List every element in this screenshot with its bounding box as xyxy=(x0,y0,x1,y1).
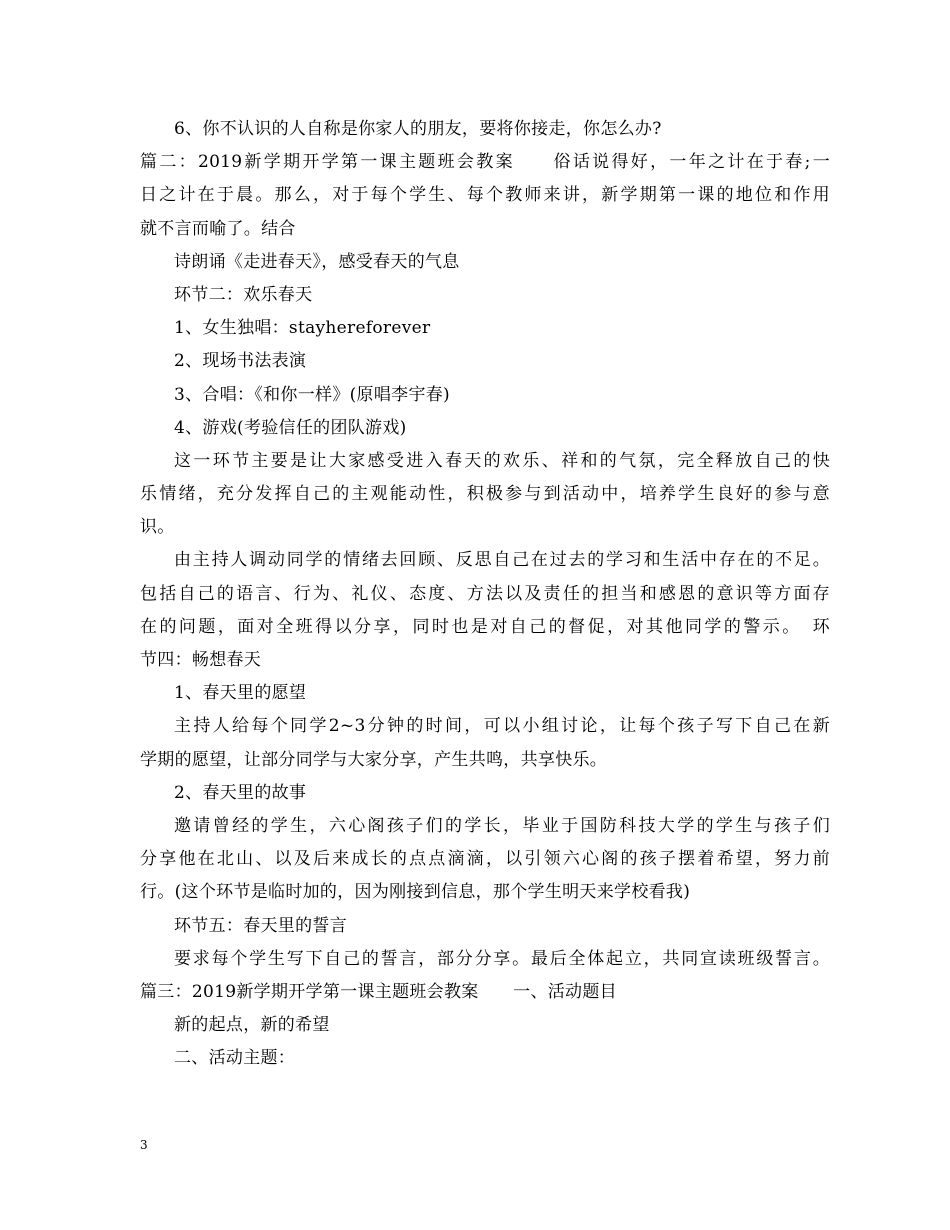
text-line: 学期的愿望，让部分同学与大家分享，产生共鸣，共享快乐。 xyxy=(140,749,608,770)
text-line: 诗朗诵《走进春天》，感受春天的气息 xyxy=(174,251,460,272)
text-line: 篇三：2019新学期开学第一课主题班会教案 一、活动题目 xyxy=(140,981,617,1002)
text-line: 主持人给每个同学2~3分钟的时间，可以小组讨论，让每个孩子写下自己在新 xyxy=(174,716,830,737)
text-line: 包括自己的语言、行为、礼仪、态度、方法以及责任的担当和感恩的意识等方面存 xyxy=(140,583,830,604)
text-line: 2、春天里的故事 xyxy=(174,782,307,803)
text-line: 邀请曾经的学生，六心阁孩子们的学长，毕业于国防科技大学的学生与孩子们 xyxy=(174,815,830,836)
text-line: 2、现场书法表演 xyxy=(174,351,307,372)
text-line: 4、游戏(考验信任的团队游戏) xyxy=(174,417,407,438)
text-line: 就不言而喻了。结合 xyxy=(140,218,296,239)
text-line: 1、女生独唱：stayhereforever xyxy=(174,318,431,339)
text-line: 要求每个学生写下自己的誓言，部分分享。最后全体起立，共同宣读班级誓言。 xyxy=(174,948,830,969)
text-line: 1、春天里的愿望 xyxy=(174,683,307,704)
text-line: 日之计在于晨。那么，对于每个学生、每个教师来讲，新学期第一课的地位和作用 xyxy=(140,185,830,206)
text-line: 6、你不认识的人自称是你家人的朋友，要将你接走，你怎么办? xyxy=(174,119,662,139)
page-number: 3 xyxy=(140,1138,148,1152)
text-line: 新的起点，新的希望 xyxy=(174,1015,330,1036)
text-line: 在的问题，面对全班得以分享，同时也是对自己的督促，对其他同学的警示。 环 xyxy=(140,616,830,637)
text-line: 环节五：春天里的誓言 xyxy=(174,915,347,936)
text-line: 篇二：2019新学期开学第一课主题班会教案 俗话说得好，一年之计在于春;一 xyxy=(140,152,830,173)
text-line: 分享他在北山、以及后来成长的点点滴滴，以引领六心阁的孩子摆着希望，努力前 xyxy=(140,849,830,870)
text-line: 节四：畅想春天 xyxy=(140,650,262,670)
text-line: 乐情绪，充分发挥自己的主观能动性，积极参与到活动中，培养学生良好的参与意 xyxy=(140,484,830,505)
text-line: 这一环节主要是让大家感受进入春天的欢乐、祥和的气氛，完全释放自己的快 xyxy=(174,450,830,471)
document-body xyxy=(140,113,830,1075)
text-line: 由主持人调动同学的情绪去回顾、反思自己在过去的学习和生活中存在的不足。 xyxy=(174,550,830,571)
text-line: 二、活动主题： xyxy=(174,1048,296,1069)
text-line: 识。 xyxy=(140,517,175,538)
text-line: 行。(这个环节是临时加的，因为刚接到信息，那个学生明天来学校看我) xyxy=(140,882,691,903)
text-line: 环节二：欢乐春天 xyxy=(174,284,313,305)
text-line: 3、合唱：《和你一样》(原唱李宇春) xyxy=(174,384,450,405)
